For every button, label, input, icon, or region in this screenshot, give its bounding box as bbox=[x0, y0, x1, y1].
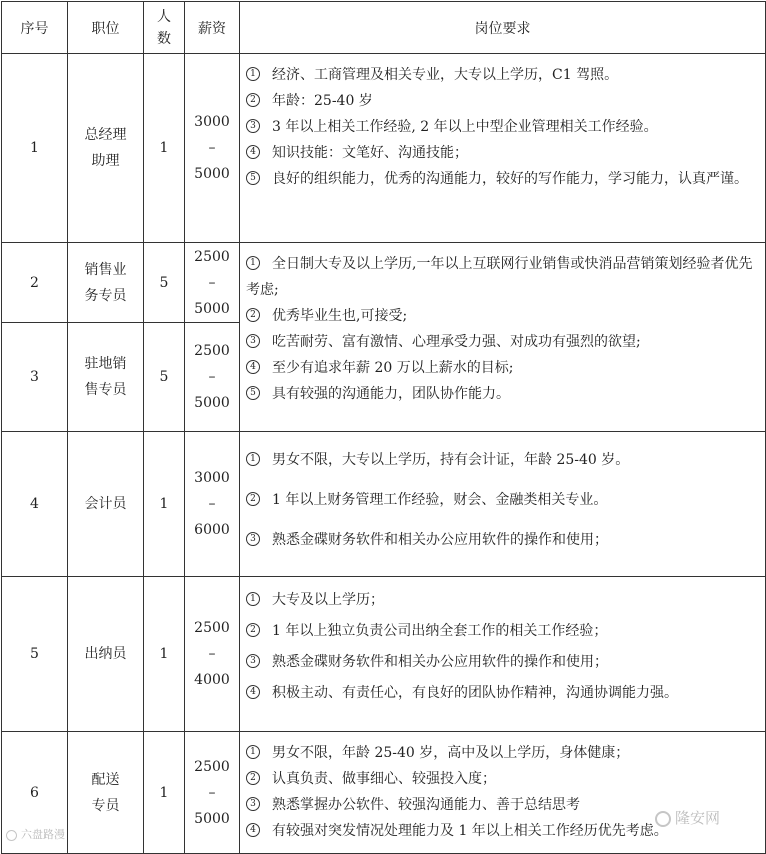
watermark-right: 隆安网 bbox=[655, 807, 720, 828]
row-count: 1 bbox=[144, 577, 185, 732]
circled-number-icon: 2 bbox=[246, 308, 260, 322]
row-count: 5 bbox=[144, 243, 185, 323]
row-no: 6 bbox=[2, 732, 68, 854]
row-requirements bbox=[240, 577, 766, 732]
row-salary: 3000 – 5000 bbox=[185, 54, 240, 243]
logo-icon bbox=[655, 811, 671, 827]
row-salary: 2500 – 5000 bbox=[185, 323, 240, 432]
requirement-text: 1 年以上独立负责公司出纳全套工作的相关工作经验； bbox=[272, 623, 608, 639]
row-salary: 2500 – 5000 bbox=[185, 243, 240, 323]
row-requirements bbox=[240, 54, 766, 243]
row-position: 销售业 务专员 bbox=[68, 243, 144, 323]
requirement-text: 大专及以上学历； bbox=[272, 592, 384, 608]
circled-number-icon: 2 bbox=[246, 492, 260, 506]
requirement-text: 优秀毕业生也,可接受; bbox=[272, 308, 408, 324]
logo-icon bbox=[6, 830, 17, 841]
table-row bbox=[2, 54, 766, 243]
row-position: 会计员 bbox=[68, 432, 144, 577]
row-count: 1 bbox=[144, 432, 185, 577]
table-row bbox=[2, 732, 766, 854]
header-position: 职位 bbox=[68, 2, 144, 54]
circled-number-icon: 2 bbox=[246, 93, 260, 107]
requirement-text: 全日制大专及以上学历,一年以上互联网行业销售或快消品营销策划经验者优先考虑; bbox=[246, 256, 753, 298]
row-requirements bbox=[240, 432, 766, 577]
requirement-text: 经济、工商管理及相关专业，大专以上学历，C1 驾照。 bbox=[272, 67, 619, 83]
circled-number-icon: 1 bbox=[246, 592, 260, 606]
circled-number-icon: 4 bbox=[246, 823, 260, 837]
requirement-text: 知识技能：文笔好、沟通技能； bbox=[272, 145, 468, 161]
circled-number-icon: 2 bbox=[246, 623, 260, 637]
header-row bbox=[2, 2, 766, 54]
row-position: 总经理 助理 bbox=[68, 54, 144, 243]
row-salary: 2500 – 4000 bbox=[185, 577, 240, 732]
row-no: 1 bbox=[2, 54, 68, 243]
circled-number-icon: 3 bbox=[246, 797, 260, 811]
header-salary: 薪资 bbox=[185, 2, 240, 54]
table-row bbox=[2, 432, 766, 577]
requirement-text: 具有较强的沟通能力，团队协作能力。 bbox=[272, 386, 510, 402]
row-no: 2 bbox=[2, 243, 68, 323]
circled-number-icon: 4 bbox=[246, 685, 260, 699]
requirement-text: 1 年以上财务管理工作经验，财会、金融类相关专业。 bbox=[272, 492, 608, 508]
requirement-text: 3 年以上相关工作经验, 2 年以上中型企业管理相关工作经验。 bbox=[272, 119, 658, 135]
requirement-text: 熟悉金碟财务软件和相关办公应用软件的操作和使用； bbox=[272, 532, 608, 548]
header-count: 人 数 bbox=[144, 2, 185, 54]
circled-number-icon: 3 bbox=[246, 654, 260, 668]
row-no: 3 bbox=[2, 323, 68, 432]
circled-number-icon: 1 bbox=[246, 256, 260, 270]
row-count: 5 bbox=[144, 323, 185, 432]
watermark-left: 六盘路漫 bbox=[6, 826, 65, 842]
circled-number-icon: 4 bbox=[246, 145, 260, 159]
requirement-text: 年龄：25-40 岁 bbox=[272, 93, 373, 109]
row-salary: 3000 – 6000 bbox=[185, 432, 240, 577]
row-no: 5 bbox=[2, 577, 68, 732]
circled-number-icon: 5 bbox=[246, 171, 260, 185]
circled-number-icon: 2 bbox=[246, 771, 260, 785]
row-count: 1 bbox=[144, 54, 185, 243]
requirement-text: 认真负责、做事细心、较强投入度； bbox=[272, 771, 496, 787]
table-row bbox=[2, 243, 766, 323]
circled-number-icon: 1 bbox=[246, 452, 260, 466]
row-requirements bbox=[240, 243, 766, 432]
requirement-text: 积极主动、有责任心，有良好的团队协作精神，沟通协调能力强。 bbox=[272, 685, 678, 701]
requirement-text: 至少有追求年薪 20 万以上薪水的目标; bbox=[272, 360, 514, 376]
row-count: 1 bbox=[144, 732, 185, 854]
circled-number-icon: 3 bbox=[246, 532, 260, 546]
row-position: 驻地销 售专员 bbox=[68, 323, 144, 432]
circled-number-icon: 3 bbox=[246, 119, 260, 133]
requirement-text: 男女不限，年龄 25-40 岁，高中及以上学历，身体健康； bbox=[272, 745, 630, 761]
requirement-text: 男女不限，大专以上学历，持有会计证，年龄 25-40 岁。 bbox=[272, 452, 630, 468]
requirement-text: 熟悉掌握办公软件、较强沟通能力、善于总结思考 bbox=[272, 797, 580, 813]
circled-number-icon: 1 bbox=[246, 67, 260, 81]
row-no: 4 bbox=[2, 432, 68, 577]
job-table bbox=[1, 1, 766, 854]
row-salary: 2500 – 5000 bbox=[185, 732, 240, 854]
circled-number-icon: 1 bbox=[246, 745, 260, 759]
header-no: 序号 bbox=[2, 2, 68, 54]
header-requirements: 岗位要求 bbox=[240, 2, 766, 54]
circled-number-icon: 4 bbox=[246, 360, 260, 374]
requirement-text: 吃苦耐劳、富有激情、心理承受力强、对成功有强烈的欲望; bbox=[272, 334, 641, 350]
requirement-text: 良好的组织能力，优秀的沟通能力，较好的写作能力，学习能力，认真严谨。 bbox=[272, 171, 748, 187]
requirement-text: 熟悉金碟财务软件和相关办公应用软件的操作和使用； bbox=[272, 654, 608, 670]
circled-number-icon: 5 bbox=[246, 386, 260, 400]
row-requirements bbox=[240, 732, 766, 854]
table-row bbox=[2, 577, 766, 732]
row-position: 出纳员 bbox=[68, 577, 144, 732]
circled-number-icon: 3 bbox=[246, 334, 260, 348]
requirement-text: 有较强对突发情况处理能力及 1 年以上相关工作经历优先考虑。 bbox=[272, 823, 668, 839]
row-position: 配送 专员 bbox=[68, 732, 144, 854]
